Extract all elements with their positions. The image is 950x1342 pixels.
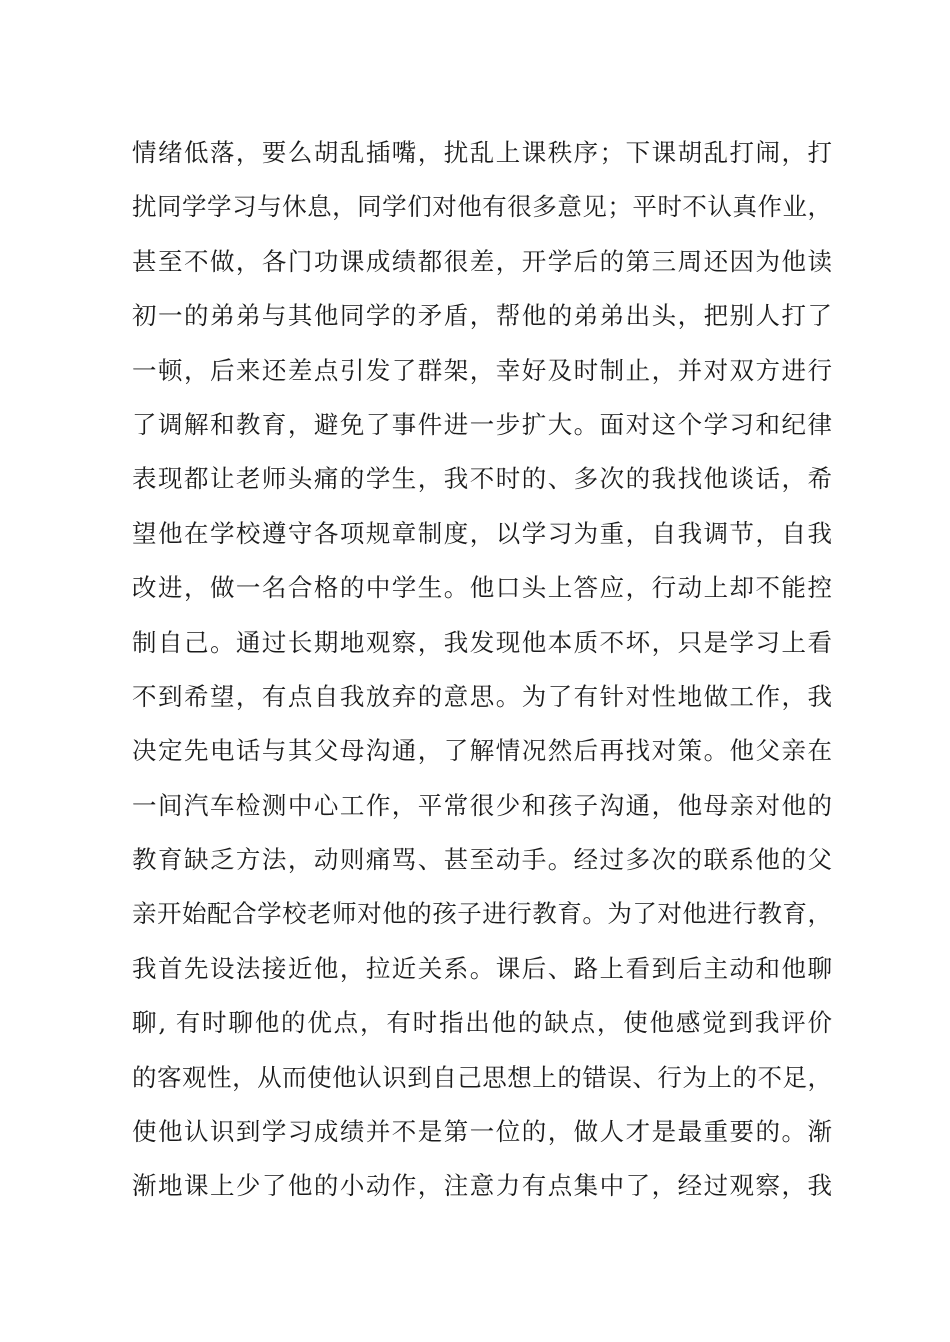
text-line: 的客观性，从而使他认识到自己思想上的错误、行为上的不足， — [132, 1062, 832, 1092]
text-line: 亲开始配合学校老师对他的孩子进行教育。为了对他进行教育， — [132, 899, 832, 929]
text-line: 初一的弟弟与其他同学的矛盾，帮他的弟弟出头，把别人打了 — [132, 301, 832, 331]
text-line: 决定先电话与其父母沟通，了解情况然后再找对策。他父亲在 — [132, 736, 832, 766]
text-line: 扰同学学习与休息，同学们对他有很多意见；平时不认真作业， — [132, 192, 832, 222]
text-line: 渐地课上少了他的小动作，注意力有点集中了，经过观察，我 — [132, 1171, 832, 1201]
text-line: 改进，做一名合格的中学生。他口头上答应，行动上却不能控 — [132, 573, 832, 603]
text-line: 一间汽车检测中心工作，平常很少和孩子沟通，他母亲对他的 — [132, 790, 832, 820]
text-line: 甚至不做，各门功课成绩都很差，开学后的第三周还因为他读 — [132, 246, 832, 276]
text-line: 情绪低落，要么胡乱插嘴，扰乱上课秩序；下课胡乱打闹，打 — [132, 138, 832, 167]
text-line: 教育缺乏方法，动则痛骂、甚至动手。经过多次的联系他的父 — [132, 845, 832, 875]
text-line: 聊, 有时聊他的优点，有时指出他的缺点，使他感觉到我评价 — [132, 1008, 832, 1038]
text-line: 望他在学校遵守各项规章制度，以学习为重，自我调节，自我 — [132, 518, 832, 548]
text-line: 了调解和教育，避免了事件进一步扩大。面对这个学习和纪律 — [132, 409, 832, 439]
text-line: 表现都让老师头痛的学生，我不时的、多次的我找他谈话，希 — [132, 464, 832, 494]
text-line: 一顿，后来还差点引发了群架，幸好及时制止，并对双方进行 — [132, 355, 832, 385]
text-line: 不到希望，有点自我放弃的意思。为了有针对性地做工作，我 — [132, 681, 832, 711]
text-line: 制自己。通过长期地观察，我发现他本质不坏，只是学习上看 — [132, 627, 832, 657]
body-text — [132, 126, 832, 1214]
text-line: 我首先设法接近他，拉近关系。课后、路上看到后主动和他聊 — [132, 953, 832, 983]
text-line: 使他认识到学习成绩并不是第一位的，做人才是最重要的。渐 — [132, 1117, 832, 1147]
